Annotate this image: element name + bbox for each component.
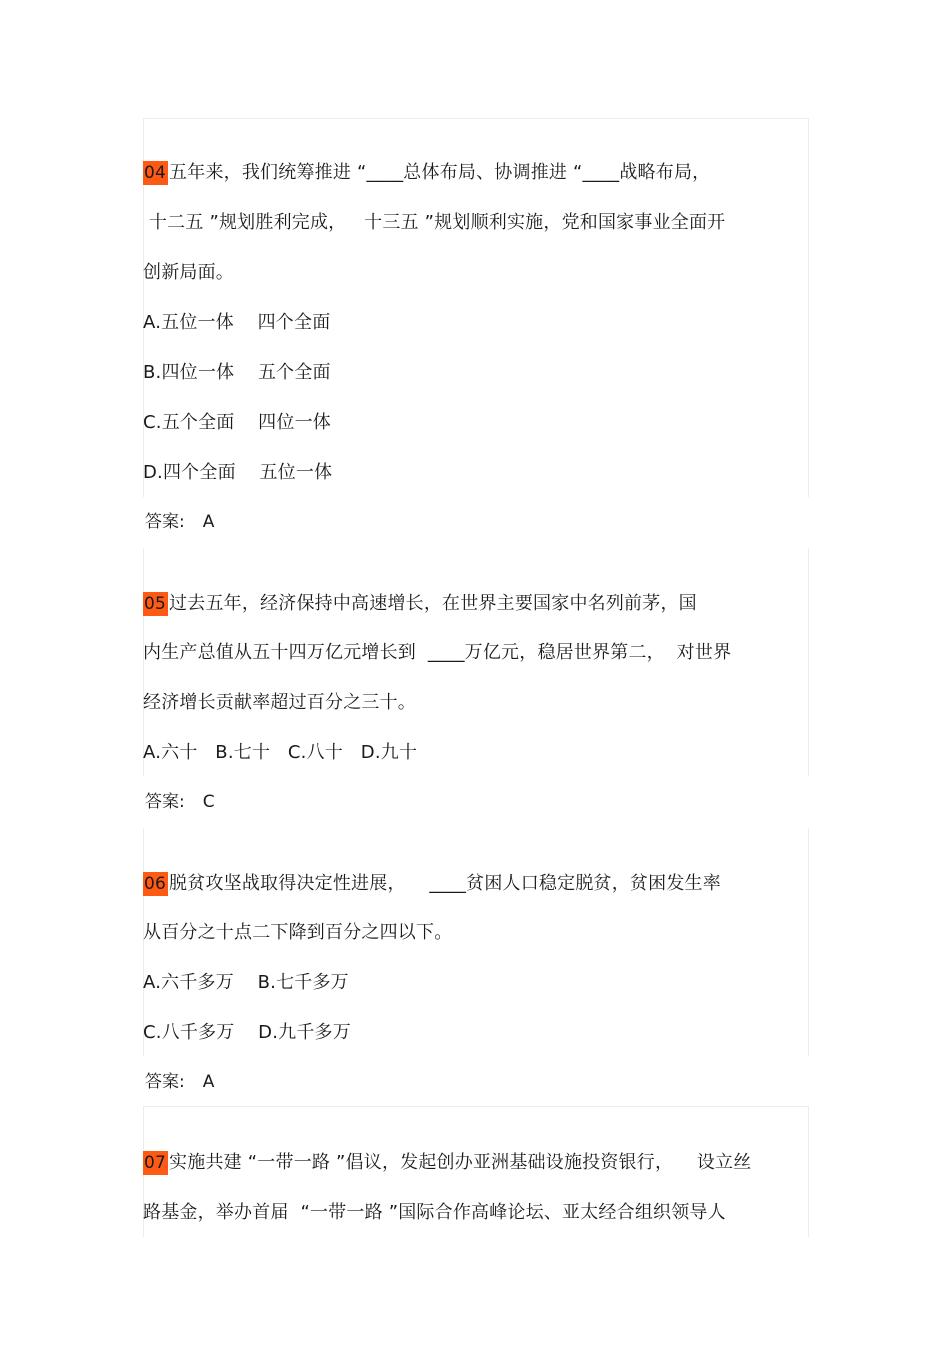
question-line bbox=[143, 592, 697, 616]
question-text: 脱贫攻坚战取得决定性进展， ____贫困人口稳定脱贫，贫困发生率 bbox=[169, 873, 721, 894]
option-line: C.八千多万 D.九千多万 bbox=[143, 1022, 351, 1043]
question-number: 07 bbox=[144, 1153, 167, 1173]
question-line bbox=[143, 1151, 751, 1175]
answer-label: 答案: bbox=[145, 1072, 185, 1092]
question-text: 实施共建 “一带一路 ”倡议，发起创办亚洲基础设施投资银行， 设立丝 bbox=[169, 1152, 752, 1173]
question-line: 路基金，举办首届 “一带一路 ”国际合作高峰论坛、亚太经合组织领导人 bbox=[143, 1202, 726, 1223]
answer-value: A bbox=[202, 512, 215, 532]
question-number: 06 bbox=[144, 874, 167, 894]
question-number: 05 bbox=[144, 594, 167, 614]
option-line: B.四位一体 五个全面 bbox=[143, 362, 331, 383]
answer-label: 答案: bbox=[145, 792, 185, 812]
question-line: 从百分之十点二下降到百分之四以下。 bbox=[143, 922, 453, 943]
question-text: 五年来，我们统筹推进 “____总体布局、协调推进 “____战略布局， bbox=[169, 162, 711, 183]
question-number: 04 bbox=[144, 163, 167, 183]
question-line: 内生产总值从五十四万亿元增长到 ____万亿元，稳居世界第二， 对世界 bbox=[143, 642, 732, 663]
option-line: A.六十 B.七十 C.八十 D.九十 bbox=[143, 742, 418, 763]
question-line bbox=[143, 872, 721, 896]
option-line: A.六千多万 B.七千多万 bbox=[143, 972, 349, 993]
question-line: 创新局面。 bbox=[143, 262, 234, 283]
option-line: A.五位一体 四个全面 bbox=[143, 312, 331, 333]
answer-label: 答案: bbox=[145, 512, 185, 532]
answer-line bbox=[145, 510, 214, 534]
answer-line bbox=[145, 1070, 214, 1094]
question-text: 过去五年，经济保持中高速增长，在世界主要国家中名列前茅，国 bbox=[169, 593, 697, 614]
answer-value: C bbox=[202, 792, 215, 812]
question-line bbox=[143, 161, 710, 185]
option-line: C.五个全面 四位一体 bbox=[143, 412, 331, 433]
question-line: 十二五 ”规划胜利完成， 十三五 ”规划顺利实施，党和国家事业全面开 bbox=[143, 212, 726, 233]
question-line: 经济增长贡献率超过百分之三十。 bbox=[143, 692, 416, 713]
option-line: D.四个全面 五位一体 bbox=[143, 462, 333, 483]
answer-line bbox=[145, 790, 215, 814]
answer-value: A bbox=[202, 1072, 215, 1092]
